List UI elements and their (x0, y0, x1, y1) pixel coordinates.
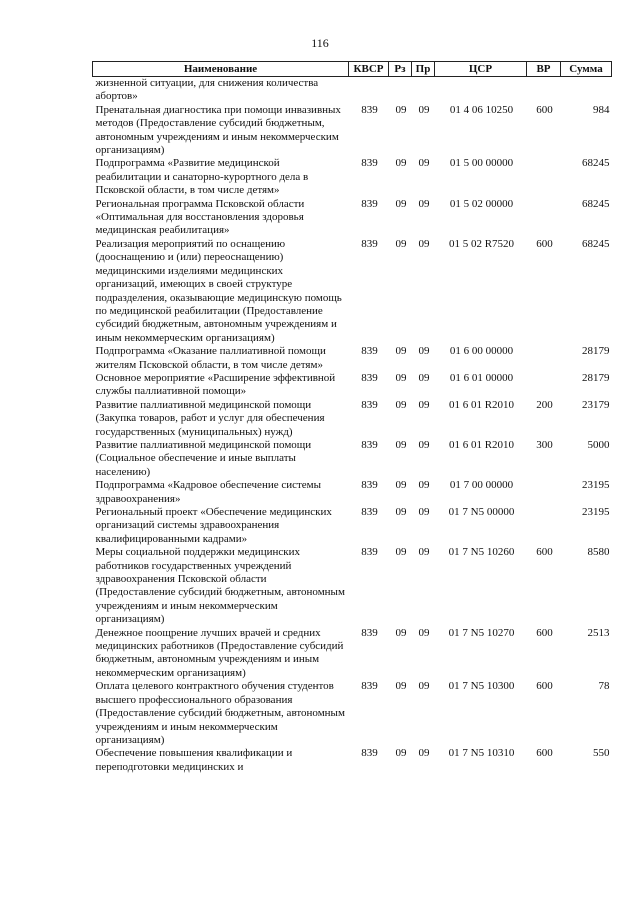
cell-sum: 23195 (582, 479, 610, 492)
cell-vr: 200 (536, 398, 553, 411)
cell-rz: 09 (395, 103, 407, 116)
table-row (93, 399, 612, 439)
cell-csr: 01 5 00 00000 (449, 157, 514, 170)
cell-vr (527, 77, 561, 104)
cell-kvsr: 839 (361, 345, 378, 358)
table-row (93, 372, 612, 399)
cell-sum: 5000 (587, 438, 610, 451)
header-name: Наименование (93, 62, 349, 77)
cell-pr: 09 (418, 506, 430, 518)
cell-sum: 68245 (582, 197, 610, 210)
cell-sum: 23195 (582, 506, 610, 518)
cell-kvsr: 839 (361, 398, 378, 411)
cell-vr (527, 157, 561, 197)
header-pr: Пр (412, 62, 435, 77)
cell-name: Подпрограмма «Развитие медицинской реабилитации и санаторно-курортного дела в Псковской области, в том числе детям» (95, 157, 309, 197)
cell-sum: 68245 (582, 237, 610, 250)
cell-pr: 09 (418, 438, 430, 451)
table-row (93, 439, 612, 479)
table-row (93, 506, 612, 546)
cell-pr: 09 (418, 371, 430, 384)
cell-kvsr: 839 (361, 197, 378, 210)
cell-rz: 09 (395, 546, 407, 559)
table-header-row (93, 62, 612, 77)
cell-rz: 09 (395, 197, 407, 210)
cell-kvsr: 839 (361, 626, 378, 639)
cell-kvsr (349, 77, 389, 104)
budget-table (92, 61, 612, 774)
cell-rz: 09 (395, 747, 407, 760)
cell-rz: 09 (395, 371, 407, 384)
cell-name: Оплата целевого контрактного обучения студентов высшего профессионального образования (Предоставление субсидий бюджетным, автономным учреждениям и иным некоммерческим организациям) (95, 680, 345, 746)
cell-pr: 09 (418, 157, 430, 170)
cell-name: Реализация мероприятий по оснащению (дооснащению и (или) переоснащению) медицинскими изделиями медицинских организаций, имеющих в своей структуре подразделения, оказывающие медицинскую помощь по медицинской реабилитации (Предоставление субсидий бюджетным, автономным учреждениям и иным некоммерческим организациям) (95, 237, 342, 344)
cell-name: Подпрограмма «Оказание паллиативной помощи жителям Псковской области, в том числе детям» (95, 345, 326, 371)
cell-vr: 600 (536, 680, 553, 693)
header-rz: Рз (389, 62, 412, 77)
header-sum: Сумма (561, 62, 612, 77)
cell-vr (527, 506, 561, 546)
table-row (93, 680, 612, 747)
header-vr: ВР (527, 62, 561, 77)
cell-vr (527, 345, 561, 372)
cell-pr: 09 (418, 398, 430, 411)
table-row (93, 157, 612, 197)
cell-kvsr: 839 (361, 546, 378, 559)
cell-kvsr: 839 (361, 157, 378, 170)
cell-csr: 01 7 N5 10300 (448, 680, 515, 693)
header-kvsr: КВСР (349, 62, 389, 77)
cell-sum (561, 77, 612, 104)
cell-pr: 09 (418, 237, 430, 250)
cell-pr: 09 (418, 546, 430, 559)
cell-vr: 300 (536, 438, 553, 451)
table-row (93, 747, 612, 774)
cell-sum: 550 (593, 747, 610, 760)
cell-name: Региональный проект «Обеспечение медицинских организаций системы здравоохранения квалифицированными кадрами» (95, 506, 332, 545)
cell-sum: 28179 (582, 371, 610, 384)
cell-vr: 600 (536, 103, 553, 116)
cell-kvsr: 839 (361, 371, 378, 384)
cell-name: Подпрограмма «Кадровое обеспечение системы здравоохранения» (95, 479, 322, 505)
table-row (93, 345, 612, 372)
cell-name: Обеспечение повышения квалификации и переподготовки медицинских и (95, 747, 293, 773)
cell-rz: 09 (395, 237, 407, 250)
cell-vr: 600 (536, 747, 553, 760)
cell-csr: 01 6 00 00000 (449, 345, 514, 358)
cell-vr (527, 479, 561, 506)
cell-csr: 01 7 N5 00000 (448, 506, 515, 518)
cell-csr: 01 7 N5 10270 (448, 626, 515, 639)
cell-csr: 01 7 N5 10310 (448, 747, 515, 760)
cell-name: Денежное поощрение лучших врачей и средних медицинских работников (Предоставление субсидий бюджетным, автономным учреждениям и иным некоммерческим организациям) (95, 626, 344, 679)
cell-rz: 09 (395, 345, 407, 358)
cell-rz: 09 (395, 157, 407, 170)
header-csr: ЦСР (435, 62, 527, 77)
cell-vr (527, 198, 561, 238)
table-row (93, 238, 612, 345)
cell-pr: 09 (418, 345, 430, 358)
cell-csr: 01 6 01 00000 (449, 371, 514, 384)
cell-name: жизненной ситуации, для снижения количества абортов» (95, 77, 319, 103)
cell-pr (412, 77, 435, 104)
cell-csr: 01 7 00 00000 (449, 479, 514, 492)
cell-name: Развитие паллиативной медицинской помощи (Закупка товаров, работ и услуг для обеспечения государственных (муниципальных) нужд) (95, 398, 325, 438)
cell-csr: 01 5 02 R7520 (448, 237, 515, 250)
cell-kvsr: 839 (361, 479, 378, 492)
cell-csr: 01 4 06 10250 (449, 103, 514, 116)
cell-rz: 09 (395, 438, 407, 451)
cell-rz: 09 (395, 479, 407, 492)
cell-rz: 09 (395, 506, 407, 518)
cell-csr: 01 6 01 R2010 (448, 438, 515, 451)
cell-kvsr: 839 (361, 103, 378, 116)
cell-kvsr: 839 (361, 680, 378, 693)
cell-name: Основное мероприятие «Расширение эффективной службы паллиативной помощи» (95, 371, 336, 398)
cell-rz: 09 (395, 626, 407, 639)
cell-pr: 09 (418, 103, 430, 116)
cell-csr: 01 6 01 R2010 (448, 398, 515, 411)
table-row (93, 479, 612, 506)
table-row (93, 627, 612, 681)
page-number: 116 (311, 36, 329, 50)
cell-sum: 78 (598, 680, 610, 693)
cell-pr: 09 (418, 680, 430, 693)
cell-csr: 01 5 02 00000 (449, 197, 514, 210)
cell-vr (527, 372, 561, 399)
cell-rz (389, 77, 412, 104)
table-header (93, 62, 612, 77)
cell-name: Меры социальной поддержки медицинских работников государственных учреждений здравоохранения Псковской области (Предоставление субсидий бюджетным, автономным учреждениям и иным некоммерческим организациям) (95, 546, 345, 626)
cell-pr: 09 (418, 747, 430, 760)
cell-sum: 8580 (587, 546, 610, 559)
table-body (93, 77, 612, 775)
cell-sum: 984 (593, 103, 610, 116)
cell-vr: 600 (536, 237, 553, 250)
cell-name: Пренатальная диагностика при помощи инвазивных методов (Предоставление субсидий бюджетным, автономным учреждениям и иным некоммерческим организациям) (95, 103, 341, 157)
cell-rz: 09 (395, 680, 407, 693)
table-row (93, 198, 612, 238)
cell-csr: 01 7 N5 10260 (448, 546, 515, 559)
cell-pr: 09 (418, 626, 430, 639)
cell-kvsr: 839 (361, 506, 378, 518)
table-row (93, 546, 612, 626)
table-row (93, 104, 612, 158)
cell-csr (435, 77, 527, 104)
cell-name: Региональная программа Псковской области «Оптимальная для восстановления здоровья медицинская реабилитация» (95, 197, 305, 237)
cell-kvsr: 839 (361, 438, 378, 451)
cell-sum: 28179 (582, 345, 610, 358)
cell-sum: 68245 (582, 157, 610, 170)
cell-kvsr: 839 (361, 747, 378, 760)
cell-sum: 2513 (587, 626, 610, 639)
cell-vr: 600 (536, 626, 553, 639)
cell-name: Развитие паллиативной медицинской помощи (Социальное обеспечение и иные выплаты населению) (95, 438, 312, 478)
table-row (93, 77, 612, 104)
cell-kvsr: 839 (361, 237, 378, 250)
cell-sum: 23179 (582, 398, 610, 411)
cell-rz: 09 (395, 398, 407, 411)
cell-vr: 600 (536, 546, 553, 559)
cell-pr: 09 (418, 197, 430, 210)
cell-pr: 09 (418, 479, 430, 492)
